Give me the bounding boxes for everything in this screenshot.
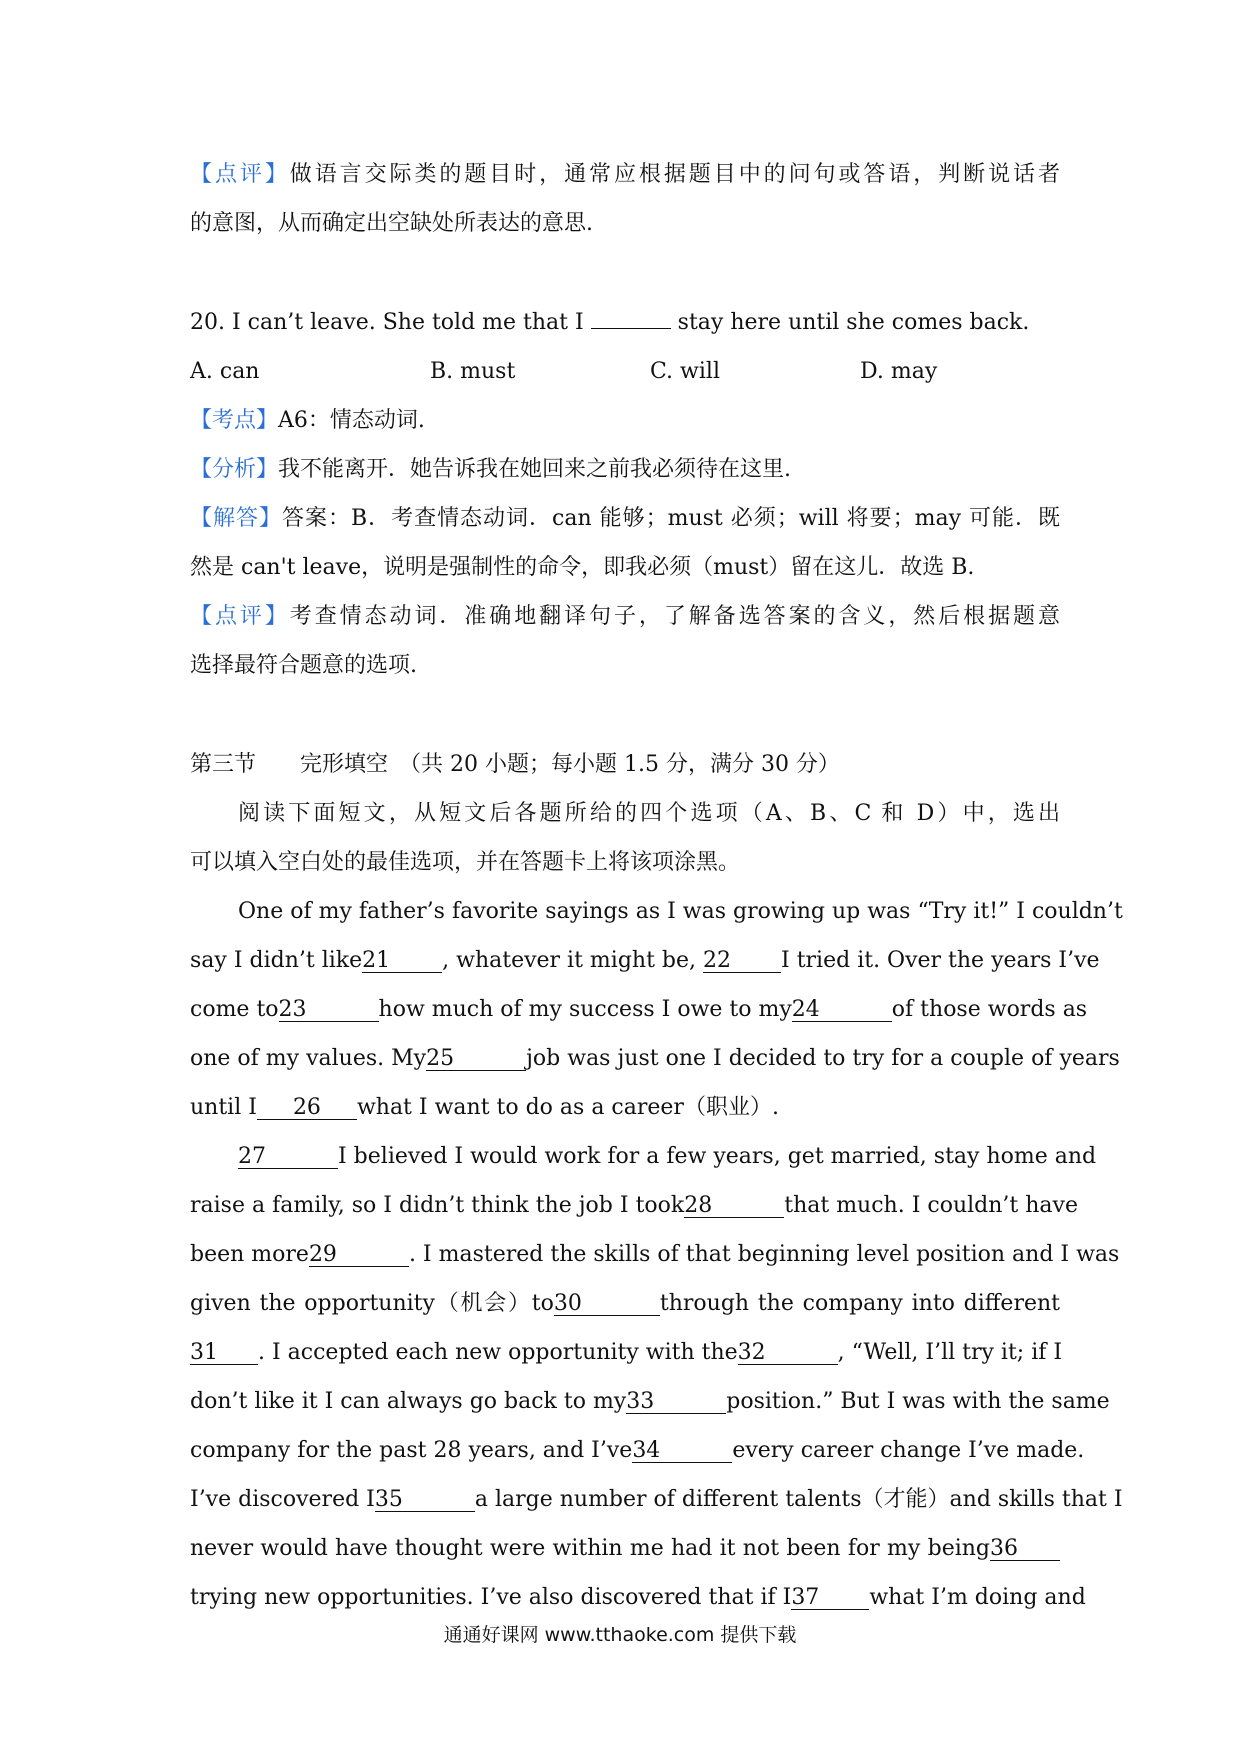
dianping-line-2: 选择最符合题意的选项.	[190, 653, 417, 678]
passage-line-7: raise a family, so I didn’t think the job I took28 that much. I couldn’t have	[190, 1193, 1078, 1218]
comment-tag: 【点评】	[190, 162, 290, 187]
prev-comment-line-2: 的意图，从而确定出空缺处所表达的意思.	[190, 211, 593, 236]
blank-31: 31	[190, 1342, 258, 1365]
page-footer: 通通好课网 www.tthaoke.com 提供下载	[443, 1624, 797, 1646]
answer-blank	[591, 328, 671, 329]
passage-line-9: given the opportunity（机会）to30 through the company into different	[190, 1291, 1060, 1316]
document-page	[190, 150, 1123, 1622]
jieda-line-1: 【解答】答案：B．考查情态动词．can 能够；must 必须；will 将要；may 可能．既	[190, 506, 1060, 531]
passage-line-13: I’ve discovered I35 a large number of different talents（才能）and skills that I	[190, 1487, 1123, 1512]
blank-35: 35	[375, 1489, 475, 1512]
passage-line-6: 27 I believed I would work for a few years, get married, stay home and	[238, 1144, 1097, 1169]
blank-25: 25	[426, 1048, 526, 1071]
kaodian-line: 【考点】A6：情态动词.	[190, 408, 425, 433]
option-a: A. can	[190, 359, 260, 384]
passage-line-1: One of my father’s favorite sayings as I was growing up was “Try it!” I couldn’t	[238, 899, 1123, 924]
passage-line-15: trying new opportunities. I’ve also discovered that if I37 what I’m doing and	[190, 1585, 1086, 1610]
option-b: B. must	[430, 359, 516, 384]
passage-line-3: come to23 how much of my success I owe to my24 of those words as	[190, 997, 1088, 1022]
blank-30: 30	[554, 1293, 660, 1316]
blank-37: 37	[791, 1587, 869, 1610]
question-20-options	[190, 347, 1060, 396]
fenxi-tag: 【分析】	[190, 457, 279, 482]
passage-line-11: don’t like it I can always go back to my33 position.” But I was with the same	[190, 1389, 1110, 1414]
blank-22: 22	[703, 950, 781, 973]
blank-21: 21	[362, 950, 442, 973]
blank-23: 23	[279, 999, 379, 1022]
question-20-stem: 20. I can’t leave. She told me that I stay here until she comes back.	[190, 310, 1030, 335]
blank-34: 34	[632, 1440, 732, 1463]
passage-line-10: 31 . I accepted each new opportunity with the32 , “Well, I’ll try it; if I	[190, 1340, 1063, 1365]
jieda-line-2: 然是 can't leave，说明是强制性的命令，即我必须（must）留在这儿．故选 B.	[190, 555, 975, 580]
prev-comment-line-1: 【点评】做语言交际类的题目时，通常应根据题目中的问句或答语，判断说话者	[190, 162, 1060, 187]
passage-line-14: never would have thought were within me had it not been for my being36	[190, 1524, 1060, 1573]
blank-36: 36	[990, 1538, 1060, 1561]
option-c: C. will	[650, 359, 720, 384]
option-d: D. may	[860, 359, 938, 384]
blank-32: 32	[738, 1342, 838, 1365]
instructions-line-1: 阅读下面短文，从短文后各题所给的四个选项（A、B、C 和 D）中，选出	[238, 801, 1060, 826]
passage-line-2: say I didn’t like21 , whatever it might be, 22 I tried it. Over the years I’ve	[190, 948, 1100, 973]
instructions-line-2: 可以填入空白处的最佳选项，并在答题卡上将该项涂黑。	[190, 850, 741, 875]
blank-28: 28	[684, 1195, 784, 1218]
fenxi-line: 【分析】我不能离开．她告诉我在她回来之前我必须待在这里.	[190, 457, 792, 482]
blank-26: 26	[257, 1097, 357, 1120]
section-heading: 第三节 完形填空 （共 20 小题；每小题 1.5 分，满分 30 分）	[190, 752, 840, 777]
dianping-line-1: 【点评】考查情态动词．准确地翻译句子，了解备选答案的含义，然后根据题意	[190, 604, 1060, 629]
passage-line-5: until I 26 what I want to do as a career（职业）.	[190, 1095, 779, 1120]
dianping-tag: 【点评】	[190, 604, 290, 629]
passage-line-4: one of my values. My25 job was just one I decided to try for a couple of years	[190, 1046, 1120, 1071]
passage-line-8: been more29 . I mastered the skills of that beginning level position and I was	[190, 1242, 1120, 1267]
kaodian-tag: 【考点】	[190, 408, 279, 433]
blank-24: 24	[792, 999, 892, 1022]
passage-line-12: company for the past 28 years, and I’ve34 every career change I’ve made.	[190, 1438, 1085, 1463]
blank-33: 33	[626, 1391, 726, 1414]
blank-27: 27	[238, 1146, 338, 1169]
blank-29: 29	[309, 1244, 409, 1267]
jieda-tag: 【解答】	[190, 506, 282, 531]
